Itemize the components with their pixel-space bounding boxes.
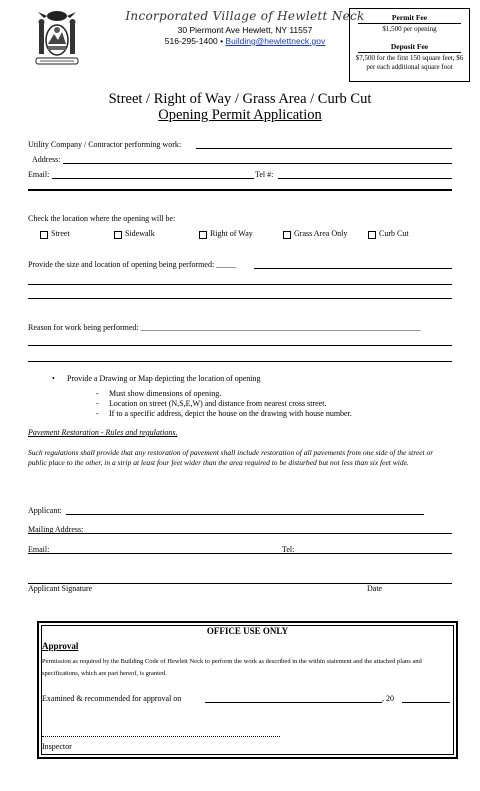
state-seal-icon [30,8,84,70]
size-field[interactable] [254,268,452,269]
permit-fee-value: $1,500 per opening [382,25,437,33]
office-use-box [37,621,458,759]
dash-marker: - [96,409,99,418]
signature-label: Applicant Signature [28,584,93,593]
drawing-item: If to a specific address, depict the house on the drawing with house number. [109,409,352,418]
checkbox-grass-area[interactable] [283,231,291,239]
applicant-email-label: Email: [28,545,50,554]
dash-marker: - [96,389,99,398]
approval-heading: Approval [42,641,79,651]
email-field[interactable] [52,178,254,179]
tel-field[interactable] [278,178,452,179]
size-field-line-3[interactable] [28,298,452,299]
inspector-signature-field[interactable] [42,736,280,737]
reason-field-line-2[interactable] [28,361,452,362]
checkbox-curb-cut[interactable] [368,231,376,239]
examined-label: Examined & recommended for approval on [42,694,182,703]
address-label: Address: [32,155,61,164]
deposit-fee-value: $7,500 for the first 150 square feet, $6 per each additional square foot [355,54,464,71]
option-right-of-way-label: Right of Way [210,229,253,238]
fee-box [349,8,470,82]
option-curb-cut-label: Curb Cut [379,229,409,238]
restoration-text: Such regulations shall provide that any restoration of pavement shall include restoration of all pavements from one side of the street or public place to the other, in a strip at least four feet wider than the area required to be disturbed but not less than six feet wide. [28,448,434,467]
separator-bullet: • [220,36,224,46]
village-phone: 516-295-1400 [164,36,218,46]
deposit-fee-title: Deposit Fee [358,42,461,53]
approval-year-field[interactable] [402,702,450,703]
office-use-title: OFFICE USE ONLY [206,626,289,636]
checkbox-right-of-way[interactable] [199,231,207,239]
tel-label: Tel #: [255,170,274,179]
option-street-label: Street [51,229,70,238]
approval-date-field[interactable] [205,702,382,703]
dash-marker: - [96,399,99,408]
applicant-email-tel-field[interactable] [28,553,452,554]
section-divider [28,189,452,191]
location-prompt: Check the location where the opening will be: [28,214,176,223]
drawing-item: Must show dimensions of opening. [109,389,222,398]
applicant-tel-label: Tel: [282,545,295,554]
date-label: Date [367,584,383,593]
village-address: 30 Piermont Ave Hewlett, NY 11557 [177,25,313,35]
permission-text: Permission as required by the Building Code of Hewlett Neck to perform the work as described in the within statement and the attached plans and specifications, which are part hereof, is granted. [42,658,422,677]
applicant-field[interactable] [66,514,424,515]
utility-field[interactable] [196,148,452,149]
village-name: Incorporated Village of Hewlett Neck [125,9,365,23]
mailing-address-field[interactable] [28,533,452,534]
village-contact [100,36,390,46]
year-prefix: , 20 [382,694,394,703]
drawing-requirement: Provide a Drawing or Map depicting the location of opening [67,374,261,383]
inspector-label: Inspector [42,742,72,751]
bullet-dot: • [52,374,55,383]
permit-fee-title: Permit Fee [358,13,461,24]
size-field-line-2[interactable] [28,284,452,285]
village-email-link[interactable]: Building@hewlettneck.gov [225,36,326,46]
checkbox-sidewalk[interactable] [114,231,122,239]
restoration-heading: Pavement Restoration - Rules and regulations. [28,428,178,437]
drawing-item: Location on street (N,S,E,W) and distance from nearest cross street. [109,399,327,408]
form-title: Street / Right of Way / Grass Area / Curb Cut [108,91,372,107]
form-subtitle: Opening Permit Application [158,107,322,123]
address-field[interactable] [63,163,452,164]
reason-prompt: Reason for work being performed: ______________________________________________________________________ [28,323,421,332]
utility-label: Utility Company / Contractor performing work: [28,140,182,149]
option-sidewalk-label: Sidewalk [125,229,155,238]
checkbox-street[interactable] [40,231,48,239]
email-label: Email: [28,170,50,179]
mailing-address-label: Mailing Address: [28,525,84,534]
size-prompt: Provide the size and location of opening being performed: _____ [28,260,237,269]
option-grass-area-label: Grass Area Only [294,229,348,238]
applicant-label: Applicant: [28,506,62,515]
reason-field-line-1[interactable] [28,345,452,346]
